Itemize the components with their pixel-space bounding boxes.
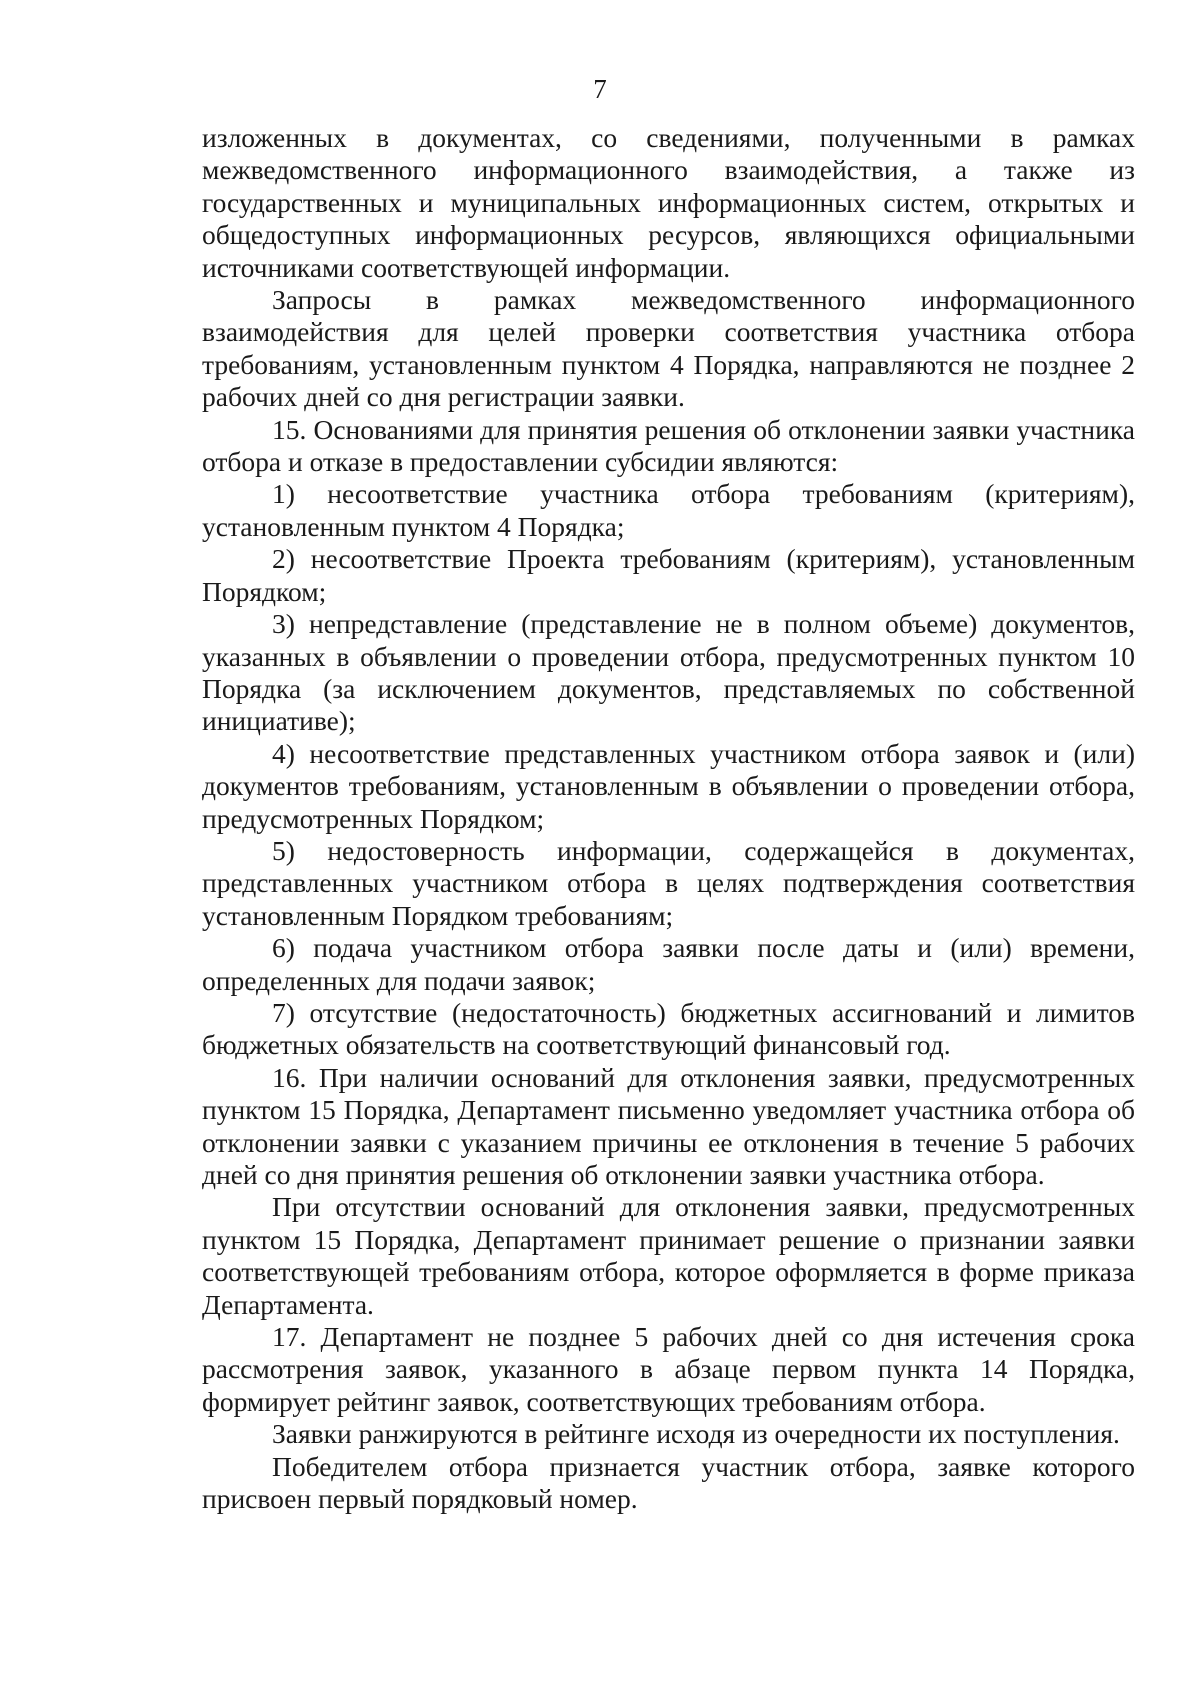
paragraph-ranking: Заявки ранжируются в рейтинге исходя из очередности их поступления. [272,1418,1120,1450]
document-body [202,122,1135,1515]
list-item-2: 2) несоответствие Проекта требованиям (критериям), установленным Порядком; [202,543,1135,607]
paragraph-interagency-requests: Запросы в рамках межведомственного информационного взаимодействия для целей проверки соответствия участника отбора требованиям, установленным пунктом 4 Порядка, направляются не позднее 2 рабочих дней со дня регистрации заявки. [202,284,1135,413]
paragraph-15-grounds: 15. Основаниями для принятия решения об отклонении заявки участника отбора и отказе в предоставлении субсидии являются: [202,413,1135,478]
list-item-1: 1) несоответствие участника отбора требованиям (критериям), установленным пунктом 4 Порядка; [202,478,1135,542]
list-item-3: 3) непредставление (представление не в полном объеме) документов, указанных в объявлении о проведении отбора, предусмотренных пунктом 10 Порядка (за исключением документов, представляемых по собственной инициативе); [202,608,1135,737]
page-number: 7 [593,74,607,104]
list-item-4: 4) несоответствие представленных участником отбора заявок и (или) документов требованиям, установленным в объявлении о проведении отбора, предусмотренных Порядком; [202,737,1135,834]
paragraph-winner: Победителем отбора признается участник отбора, заявке которого присвоен первый порядковый номер. [202,1450,1135,1515]
paragraph-continuation: изложенных в документах, со сведениями, полученными в рамках межведомственного информационного взаимодействия, а также из государственных и муниципальных информационных систем, открытых и общедоступных информационных ресурсов, являющихся официальными источниками соответствующей информации. [202,122,1135,283]
paragraph-16-approval: При отсутствии оснований для отклонения заявки, предусмотренных пунктом 15 Порядка, Департамент принимает решение о признании заявки соответствующей требованиям отбора, которое оформляется в форме приказа Департамента. [202,1191,1135,1320]
list-item-5: 5) недостоверность информации, содержащейся в документах, представленных участником отбора в целях подтверждения соответствия установленным Порядком требованиям; [202,834,1135,931]
paragraph-16-rejection: 16. При наличии оснований для отклонения заявки, предусмотренных пунктом 15 Порядка, Департамент письменно уведомляет участника отбора об отклонении заявки с указанием причины ее отклонения в течение 5 рабочих дней со дня принятия решения об отклонении заявки участника отбора. [202,1061,1135,1190]
list-item-6: 6) подача участником отбора заявки после даты и (или) времени, определенных для подачи заявок; [202,932,1135,996]
paragraph-17-rating: 17. Департамент не позднее 5 рабочих дней со дня истечения срока рассмотрения заявок, указанного в абзаце первом пункта 14 Порядка, формирует рейтинг заявок, соответствующих требованиям отбора. [202,1321,1135,1417]
list-item-7: 7) отсутствие (недостаточность) бюджетных ассигнований и лимитов бюджетных обязательств на соответствующий финансовый год. [202,996,1135,1061]
